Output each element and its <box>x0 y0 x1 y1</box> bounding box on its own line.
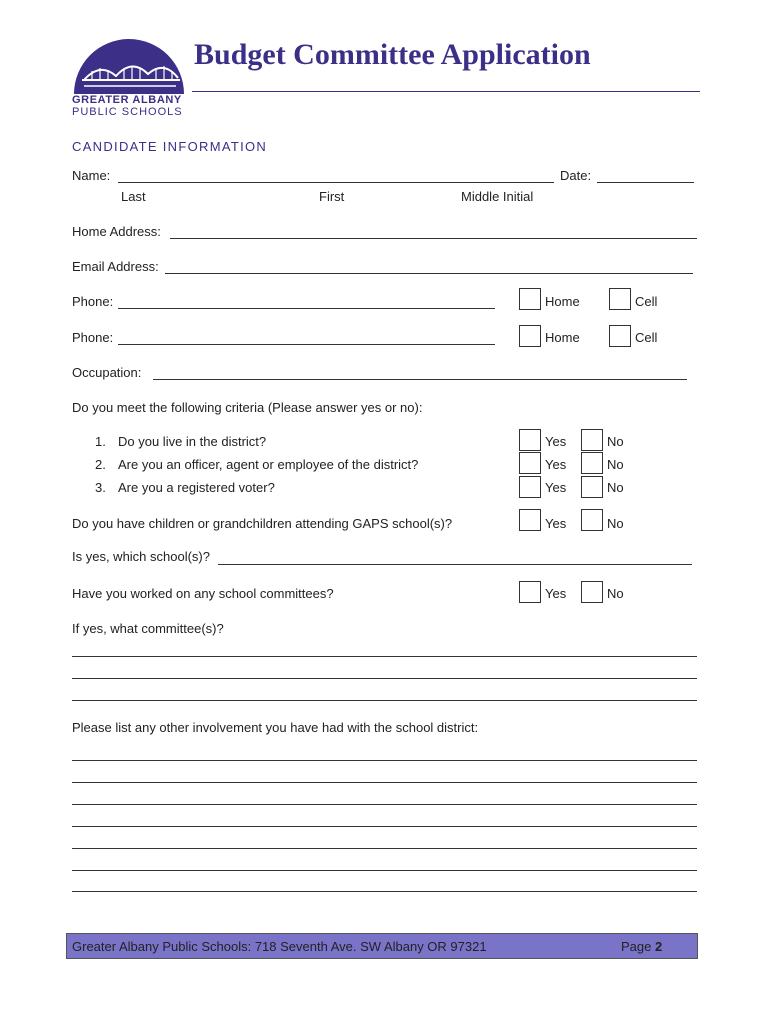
no-label: No <box>607 457 624 472</box>
yes-label: Yes <box>545 480 567 495</box>
yes-label: Yes <box>545 516 567 531</box>
children-no-checkbox[interactable] <box>581 509 603 531</box>
bridge-icon <box>70 36 188 94</box>
date-field[interactable] <box>597 182 694 183</box>
criteria-item-number: 2. <box>95 457 106 472</box>
committees-yes-checkbox[interactable] <box>519 581 541 603</box>
logo-line-2: PUBLIC SCHOOLS <box>72 106 183 118</box>
involvement-line-6[interactable] <box>72 870 697 871</box>
phone-2-home-label: Home <box>545 330 580 345</box>
live-in-district-no-checkbox[interactable] <box>581 429 603 451</box>
date-label: Date: <box>560 168 592 183</box>
officer-employee-no-checkbox[interactable] <box>581 452 603 474</box>
first-label: First <box>319 189 345 204</box>
committee-line-3[interactable] <box>72 700 697 701</box>
home-address-field[interactable] <box>170 238 697 239</box>
registered-voter-no-checkbox[interactable] <box>581 476 603 498</box>
which-committee-label: If yes, what committee(s)? <box>72 621 224 636</box>
occupation-label: Occupation: <box>72 365 142 380</box>
middle-initial-label: Middle Initial <box>461 189 534 204</box>
phone-1-cell-checkbox[interactable] <box>609 288 631 310</box>
yes-label: Yes <box>545 434 567 449</box>
committee-line-1[interactable] <box>72 656 697 657</box>
committees-question: Have you worked on any school committees? <box>72 586 334 601</box>
involvement-line-1[interactable] <box>72 760 697 761</box>
page-footer <box>66 933 698 959</box>
committees-no-checkbox[interactable] <box>581 581 603 603</box>
no-label: No <box>607 434 624 449</box>
criteria-item-text: Are you an officer, agent or employee of the district? <box>118 457 419 472</box>
criteria-item-number: 1. <box>95 434 106 449</box>
phone-2-label: Phone: <box>72 330 114 345</box>
page-indicator <box>621 939 662 954</box>
phone-1-field[interactable] <box>118 308 495 309</box>
registered-voter-yes-checkbox[interactable] <box>519 476 541 498</box>
committee-line-2[interactable] <box>72 678 697 679</box>
yes-label: Yes <box>545 457 567 472</box>
criteria-item-number: 3. <box>95 480 106 495</box>
email-field[interactable] <box>165 273 693 274</box>
no-label: No <box>607 516 624 531</box>
home-address-label: Home Address: <box>72 224 161 239</box>
footer-address: Greater Albany Public Schools: 718 Seventh Ave. SW Albany OR 97321 <box>72 939 487 954</box>
phone-1-label: Phone: <box>72 294 114 309</box>
criteria-intro: Do you meet the following criteria (Please answer yes or no): <box>72 400 423 415</box>
live-in-district-yes-checkbox[interactable] <box>519 429 541 451</box>
phone-2-cell-label: Cell <box>635 330 658 345</box>
yes-label: Yes <box>545 586 567 601</box>
criteria-item-text: Are you a registered voter? <box>118 480 275 495</box>
email-label: Email Address: <box>72 259 159 274</box>
phone-1-home-checkbox[interactable] <box>519 288 541 310</box>
page-title: Budget Committee Application <box>194 38 591 71</box>
which-school-label: Is yes, which school(s)? <box>72 549 210 564</box>
no-label: No <box>607 480 624 495</box>
phone-2-field[interactable] <box>118 344 495 345</box>
involvement-line-4[interactable] <box>72 826 697 827</box>
page-label: Page <box>621 939 652 954</box>
last-label: Last <box>121 189 146 204</box>
occupation-field[interactable] <box>153 379 687 380</box>
no-label: No <box>607 586 624 601</box>
phone-1-cell-label: Cell <box>635 294 658 309</box>
name-field[interactable] <box>118 182 554 183</box>
name-label: Name: <box>72 168 111 183</box>
other-involvement-label: Please list any other involvement you have had with the school district: <box>72 720 479 735</box>
children-yes-checkbox[interactable] <box>519 509 541 531</box>
title-rule <box>192 91 700 92</box>
involvement-line-5[interactable] <box>72 848 697 849</box>
page-number: 2 <box>655 939 663 954</box>
phone-2-home-checkbox[interactable] <box>519 325 541 347</box>
which-school-field[interactable] <box>218 564 692 565</box>
involvement-line-7[interactable] <box>72 891 697 892</box>
involvement-line-2[interactable] <box>72 782 697 783</box>
criteria-item-text: Do you live in the district? <box>118 434 267 449</box>
phone-2-cell-checkbox[interactable] <box>609 325 631 347</box>
involvement-line-3[interactable] <box>72 804 697 805</box>
officer-employee-yes-checkbox[interactable] <box>519 452 541 474</box>
children-question: Do you have children or grandchildren attending GAPS school(s)? <box>72 516 453 531</box>
logo-line-1: GREATER ALBANY <box>72 94 182 106</box>
phone-1-home-label: Home <box>545 294 580 309</box>
section-title: CANDIDATE INFORMATION <box>72 139 268 154</box>
school-logo <box>70 36 188 118</box>
